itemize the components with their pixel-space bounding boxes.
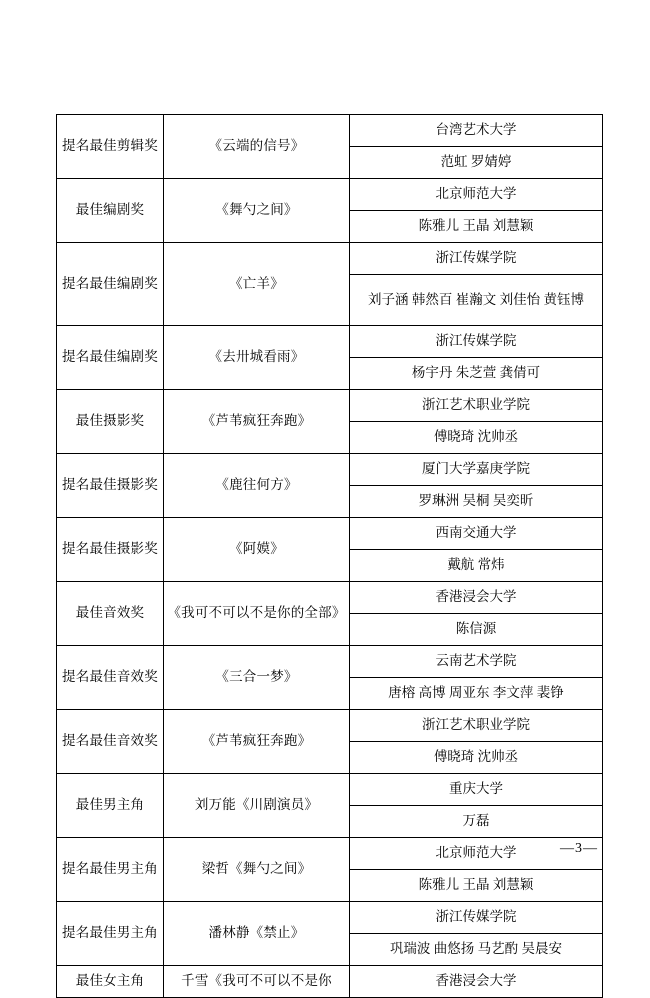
awards-table-body [57,115,603,998]
award-name-cell: 提名最佳编剧奖 [57,326,164,390]
table-row [57,966,603,998]
table-row [57,518,603,550]
award-name-cell: 提名最佳剪辑奖 [57,115,164,179]
table-row [57,646,603,678]
work-title-cell: 《舞勺之间》 [164,179,350,243]
people-cell: 罗琳洲 吴桐 吴奕昕 [350,486,603,518]
award-name-cell: 最佳女主角 [57,966,164,998]
table-row [57,390,603,422]
organization-cell: 北京师范大学 [350,838,603,870]
organization-cell: 重庆大学 [350,774,603,806]
people-cell: 陈雅儿 王晶 刘慧颖 [350,870,603,902]
award-name-cell: 提名最佳音效奖 [57,710,164,774]
work-title-cell: 《芦苇疯狂奔跑》 [164,710,350,774]
award-name-cell: 提名最佳音效奖 [57,646,164,710]
award-name-cell: 提名最佳摄影奖 [57,518,164,582]
people-cell: 傅晓琦 沈帅丞 [350,422,603,454]
organization-cell: 浙江传媒学院 [350,902,603,934]
organization-cell: 浙江传媒学院 [350,243,603,275]
organization-cell: 西南交通大学 [350,518,603,550]
work-title-cell: 《云端的信号》 [164,115,350,179]
people-cell: 杨宇丹 朱芝萱 龚倩可 [350,358,603,390]
table-row [57,243,603,275]
organization-cell: 香港浸会大学 [350,582,603,614]
people-cell: 范虹 罗婧婷 [350,147,603,179]
work-title-cell: 《三合一梦》 [164,646,350,710]
table-row [57,902,603,934]
table-row [57,326,603,358]
work-title-cell: 潘林静《禁止》 [164,902,350,966]
people-cell: 陈雅儿 王晶 刘慧颖 [350,211,603,243]
table-row [57,710,603,742]
organization-cell: 北京师范大学 [350,179,603,211]
awards-table [56,114,603,998]
award-name-cell: 提名最佳男主角 [57,838,164,902]
award-name-cell: 提名最佳编剧奖 [57,243,164,326]
table-row [57,582,603,614]
people-cell: 戴航 常炜 [350,550,603,582]
work-title-cell: 《芦苇疯狂奔跑》 [164,390,350,454]
work-title-cell: 《阿嫫》 [164,518,350,582]
people-cell: 傅晓琦 沈帅丞 [350,742,603,774]
table-row [57,454,603,486]
award-name-cell: 最佳摄影奖 [57,390,164,454]
organization-cell: 浙江艺术职业学院 [350,710,603,742]
people-cell: 唐榕 高博 周亚东 李文萍 裴铮 [350,678,603,710]
work-title-cell: 《鹿往何方》 [164,454,350,518]
organization-cell: 台湾艺术大学 [350,115,603,147]
award-name-cell: 最佳编剧奖 [57,179,164,243]
work-title-cell: 刘万能《川剧演员》 [164,774,350,838]
work-title-cell: 千雪《我可不可以不是你 [164,966,350,998]
organization-cell: 香港浸会大学 [350,966,603,998]
table-row [57,838,603,870]
people-cell: 万磊 [350,806,603,838]
work-title-cell: 《亡羊》 [164,243,350,326]
page-number: —3— [560,841,598,856]
table-row [57,774,603,806]
work-title-cell: 《我可不可以不是你的全部》 [164,582,350,646]
award-name-cell: 提名最佳男主角 [57,902,164,966]
work-title-cell: 梁哲《舞勺之间》 [164,838,350,902]
award-name-cell: 最佳男主角 [57,774,164,838]
work-title-cell: 《去卅城看雨》 [164,326,350,390]
people-cell: 刘子涵 韩然百 崔瀚文 刘佳怡 黄钰博 [350,275,603,326]
people-cell: 陈信源 [350,614,603,646]
award-name-cell: 最佳音效奖 [57,582,164,646]
award-name-cell: 提名最佳摄影奖 [57,454,164,518]
organization-cell: 云南艺术学院 [350,646,603,678]
people-cell: 巩瑞波 曲悠扬 马艺酌 吴晨安 [350,934,603,966]
organization-cell: 浙江传媒学院 [350,326,603,358]
organization-cell: 浙江艺术职业学院 [350,390,603,422]
table-row [57,115,603,147]
organization-cell: 厦门大学嘉庚学院 [350,454,603,486]
table-row [57,179,603,211]
